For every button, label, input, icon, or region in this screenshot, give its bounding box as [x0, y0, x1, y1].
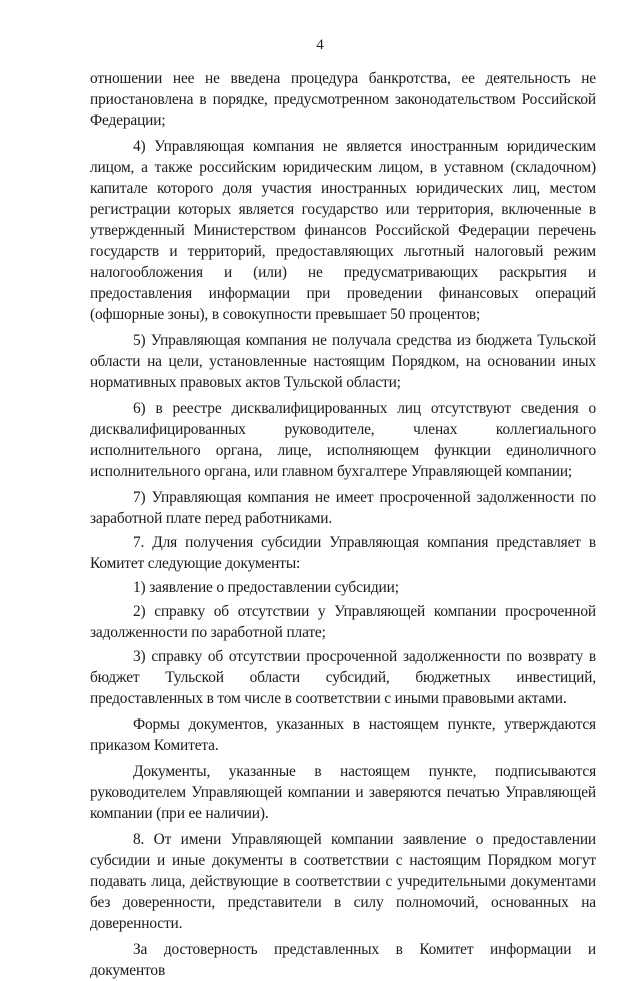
paragraph-doc-2: 2) справку об отсутствии у Управляющей компании просроченной задолженности по заработной плате; [90, 603, 596, 641]
paragraph-doc-1: 1) заявление о предоставлении субсидии; [133, 579, 399, 596]
page-number: 4 [316, 37, 324, 53]
document-body [90, 68, 596, 981]
paragraph-clause-7: 7. Для получения субсидии Управляющая компания представляет в Комитет следующие документы: [90, 534, 596, 572]
paragraph-clause-8: 8. От имени Управляющей компании заявление о предоставлении субсидии и иные документы в соответствии с настоящим Порядком могут подавать лица, действующие в соответствии с учредительными документами без доверенности, представители в силу полномочий, основанных на доверенности. [90, 831, 596, 932]
paragraph-continuation: отношении нее не введена процедура банкротства, ее деятельность не приостановлена в порядке, предусмотренном законодательством Российской Федерации; [90, 70, 596, 129]
paragraph-accuracy: За достоверность представленных в Комитет информации и документов [90, 941, 596, 979]
paragraph-item-5: 5) Управляющая компания не получала средства из бюджета Тульской области на цели, установленные настоящим Порядком, на основании иных нормативных правовых актов Тульской области; [90, 332, 596, 391]
paragraph-signing: Документы, указанные в настоящем пункте, подписываются руководителем Управляющей компании и заверяются печатью Управляющей компании (при ее наличии). [90, 763, 596, 822]
paragraph-item-7: 7) Управляющая компания не имеет просроченной задолженности по заработной плате перед работниками. [90, 489, 596, 527]
paragraph-item-4: 4) Управляющая компания не является иностранным юридическим лицом, а также российским юридическим лицом, в уставном (складочном) капитале которого доля участия иностранных юридических лиц, местом регистрации которых является государство или территория, включенные в утвержденный Министерством финансов Российской Федерации перечень государств и территорий, предоставляющих льготный налоговый режим налогообложения и (или) не предусматривающих раскрытия и предоставления информации при проведении финансовых операций (офшорные зоны), в совокупности превышает 50 процентов; [90, 138, 596, 323]
paragraph-doc-3: 3) справку об отсутствии просроченной задолженности по возврату в бюджет Тульской области субсидий, бюджетных инвестиций, предоставленных в том числе в соответствии с иными правовыми актами. [90, 648, 596, 707]
paragraph-item-6: 6) в реестре дисквалифицированных лиц отсутствуют сведения о дисквалифицированных руководителе, членах коллегиального исполнительного органа, лице, исполняющем функции единоличного исполнительного органа, или главном бухгалтере Управляющей компании; [90, 400, 596, 480]
paragraph-forms: Формы документов, указанных в настоящем пункте, утверждаются приказом Комитета. [90, 716, 596, 754]
